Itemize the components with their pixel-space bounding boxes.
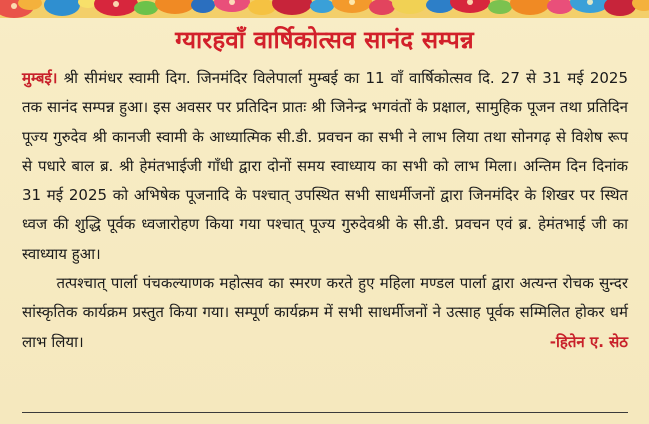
bottom-divider bbox=[22, 412, 628, 413]
floral-border-decoration bbox=[0, 0, 649, 18]
paragraph-1 bbox=[22, 64, 628, 269]
dateline: मुम्बई। bbox=[22, 69, 58, 87]
headline: ग्यारहवाँ वार्षिकोत्सव सानंद सम्पन्न bbox=[175, 26, 474, 54]
paragraph-2 bbox=[22, 269, 628, 357]
byline: -हितेन ए. सेठ bbox=[549, 332, 628, 351]
paragraph-1-text: श्री सीमंधर स्वामी दिग. जिनमंदिर विलेपार्ला मुम्बई का 11 वाँ वार्षिकोत्सव दि. 27 से 31 मई 2025 तक सानंद सम्पन्न हुआ। इस अवसर पर प्रतिदिन प्रातः श्री जिनेन्द्र भगवंतों के प्रक्षाल, सामुहिक पूजन तथा प्रतिदिन पूज्य गुरुदेव श्री कानजी स्वामी के आध्यात्मिक सी.डी. प्रवचन का सभी ने लाभ लिया तथा सोनगढ़ से विशेष रूप से पधारे बाल ब्र. श्री हेमंतभाईजी गाँधी द्वारा दोनों समय स्वाध्याय का सभी को लाभ मिला। अन्तिम दिन दिनांक 31 मई 2025 को अभिषेक पूजनादि के पश्चात् उपस्थित सभी साधर्मीजनों द्वारा जिनमंदिर के शिखर पर स्थित ध्वज की शुद्धि पूर्वक ध्वजारोहण किया गया पश्चात् पूज्य गुरुदेवश्री के सी.डी. प्रवचन एवं ब्र. हेमंतभाई जी का स्वाध्याय हुआ। bbox=[22, 69, 628, 263]
paragraph-2-text: तत्पश्चात् पार्ला पंचकल्याणक महोत्सव का स्मरण करते हुए महिला मण्डल पार्ला द्वारा अत्यन्त रोचक सुन्दर सांस्कृतिक कार्यक्रम प्रस्तुत किया गया। सम्पूर्ण कार्यक्रम में सभी साधर्मीजनों ने उत्साह पूर्वक सम्मिलित होकर धर्म लाभ लिया। bbox=[22, 274, 628, 351]
article-body bbox=[22, 64, 628, 357]
